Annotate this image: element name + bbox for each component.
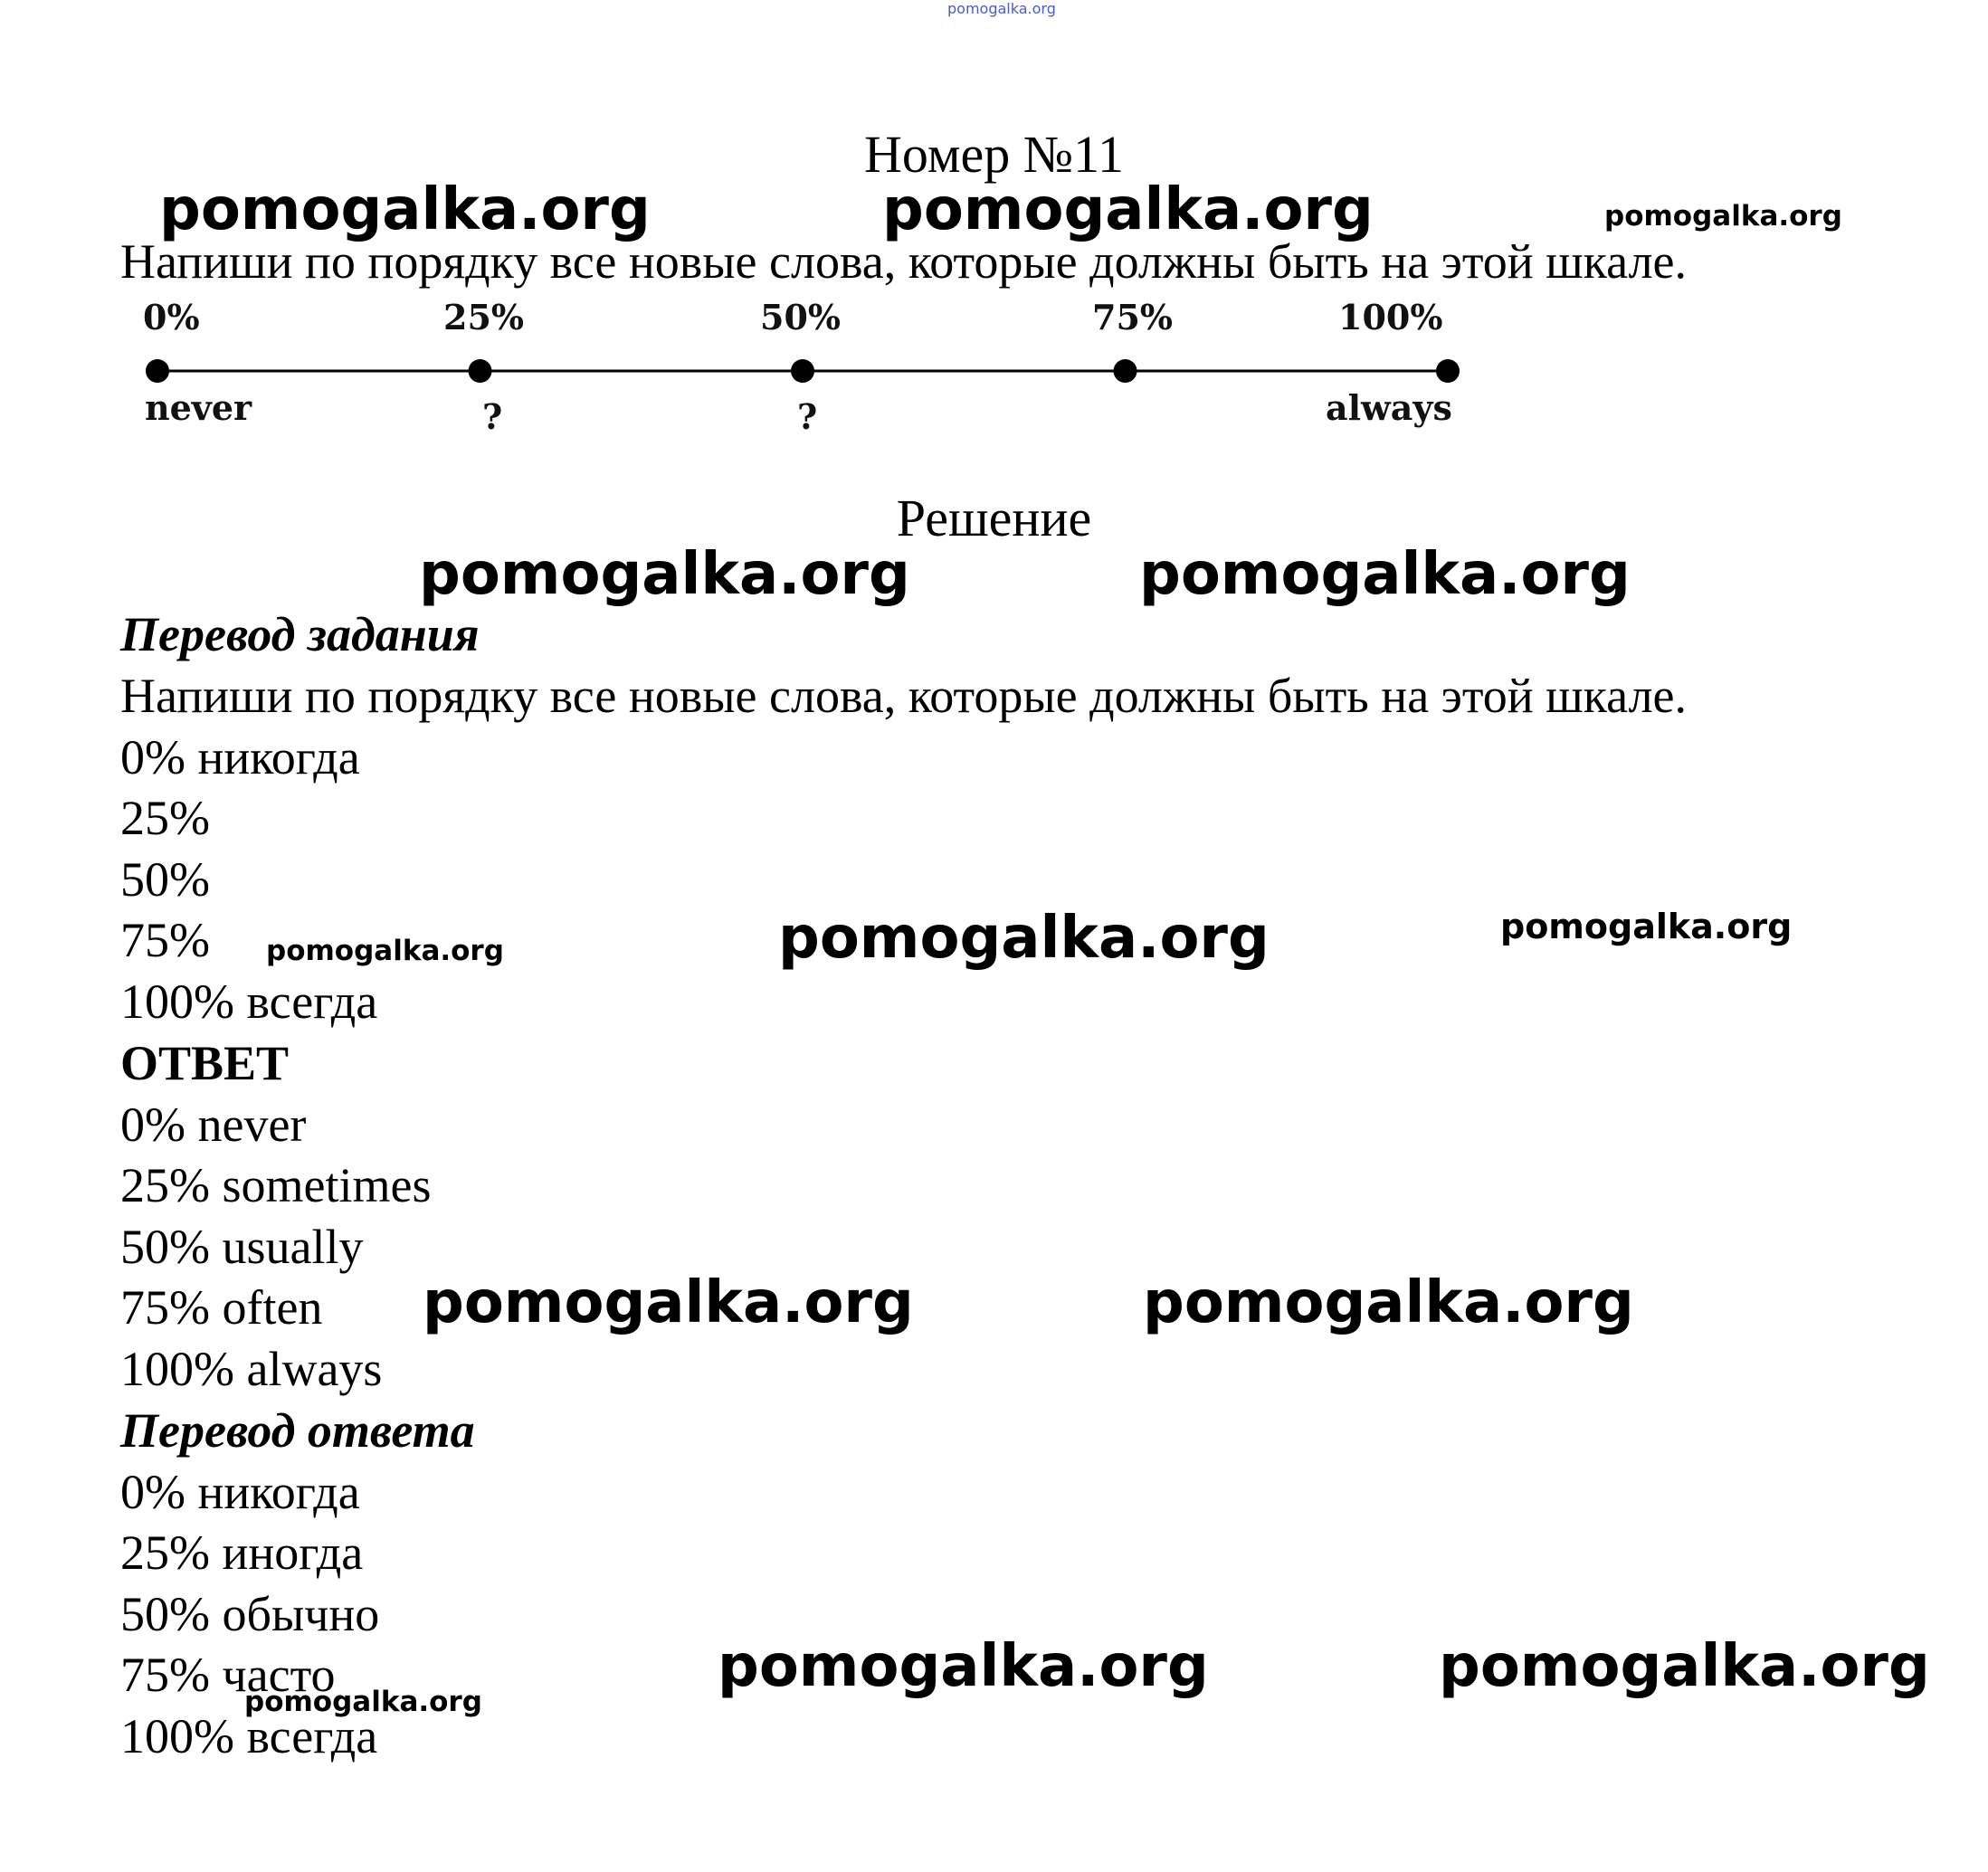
scale-dot-25 (469, 359, 492, 383)
scale-percent-25: 25% (443, 297, 524, 337)
answer-translation-line: 100% всегда (120, 1709, 378, 1763)
scale-dot-0 (146, 359, 169, 383)
scale-label-always: always (1326, 387, 1452, 428)
page-title: Номер №11 (864, 125, 1124, 184)
answer-line: 50% usually (120, 1220, 364, 1274)
answer-line: 100% always (120, 1342, 383, 1396)
watermark: pomogalka.org (1604, 200, 1842, 233)
translation-line: 25% (120, 791, 210, 845)
watermark: pomogalka.org (159, 176, 651, 243)
scale-percent-0: 0% (143, 297, 200, 337)
watermark: pomogalka.org (244, 1686, 482, 1718)
watermark: pomogalka.org (1143, 1269, 1634, 1336)
frequency-scale (136, 353, 1475, 389)
scale-percent-50: 50% (760, 297, 841, 337)
answer-translation-heading: Перевод ответа (120, 1403, 475, 1458)
answer-heading: ОТВЕТ (120, 1036, 290, 1090)
translation-line: 0% никогда (120, 730, 360, 784)
answer-translation-line: 50% обычно (120, 1587, 380, 1641)
watermark: pomogalka.org (423, 1269, 914, 1336)
answer-translation-line: 75% часто (120, 1648, 336, 1702)
scale-dot-100 (1436, 359, 1460, 383)
watermark: pomogalka.org (1439, 1633, 1930, 1700)
solution-heading: Решение (896, 489, 1092, 547)
scale-label-question-1: ? (482, 396, 503, 437)
watermark: pomogalka.org (718, 1633, 1209, 1700)
answer-line: 0% never (120, 1098, 307, 1152)
translation-line: 50% (120, 852, 210, 907)
watermark: pomogalka.org (419, 541, 910, 608)
watermark: pomogalka.org (266, 935, 504, 967)
top-watermark: pomogalka.org (947, 0, 1056, 17)
watermark: pomogalka.org (1500, 907, 1793, 946)
translation-text: Напиши по порядку все новые слова, которые должны быть на этой шкале. (120, 669, 1687, 723)
scale-label-question-2: ? (797, 396, 818, 437)
answer-line: 75% often (120, 1280, 323, 1335)
watermark: pomogalka.org (1139, 541, 1631, 608)
scale-percent-75: 75% (1092, 297, 1173, 337)
task-instruction: Напиши по порядку все новые слова, которые должны быть на этой шкале. (120, 234, 1687, 289)
watermark: pomogalka.org (882, 176, 1374, 243)
scale-label-never: never (145, 387, 252, 428)
scale-dot-75 (1114, 359, 1137, 383)
answer-line: 25% sometimes (120, 1158, 432, 1212)
translation-heading: Перевод задания (120, 607, 480, 661)
watermark: pomogalka.org (778, 905, 1270, 972)
answer-translation-line: 0% никогда (120, 1465, 360, 1519)
translation-line: 100% всегда (120, 974, 378, 1029)
scale-percent-100: 100% (1338, 297, 1443, 337)
answer-translation-line: 25% иногда (120, 1525, 364, 1580)
translation-line: 75% (120, 913, 210, 967)
scale-dot-50 (791, 359, 814, 383)
